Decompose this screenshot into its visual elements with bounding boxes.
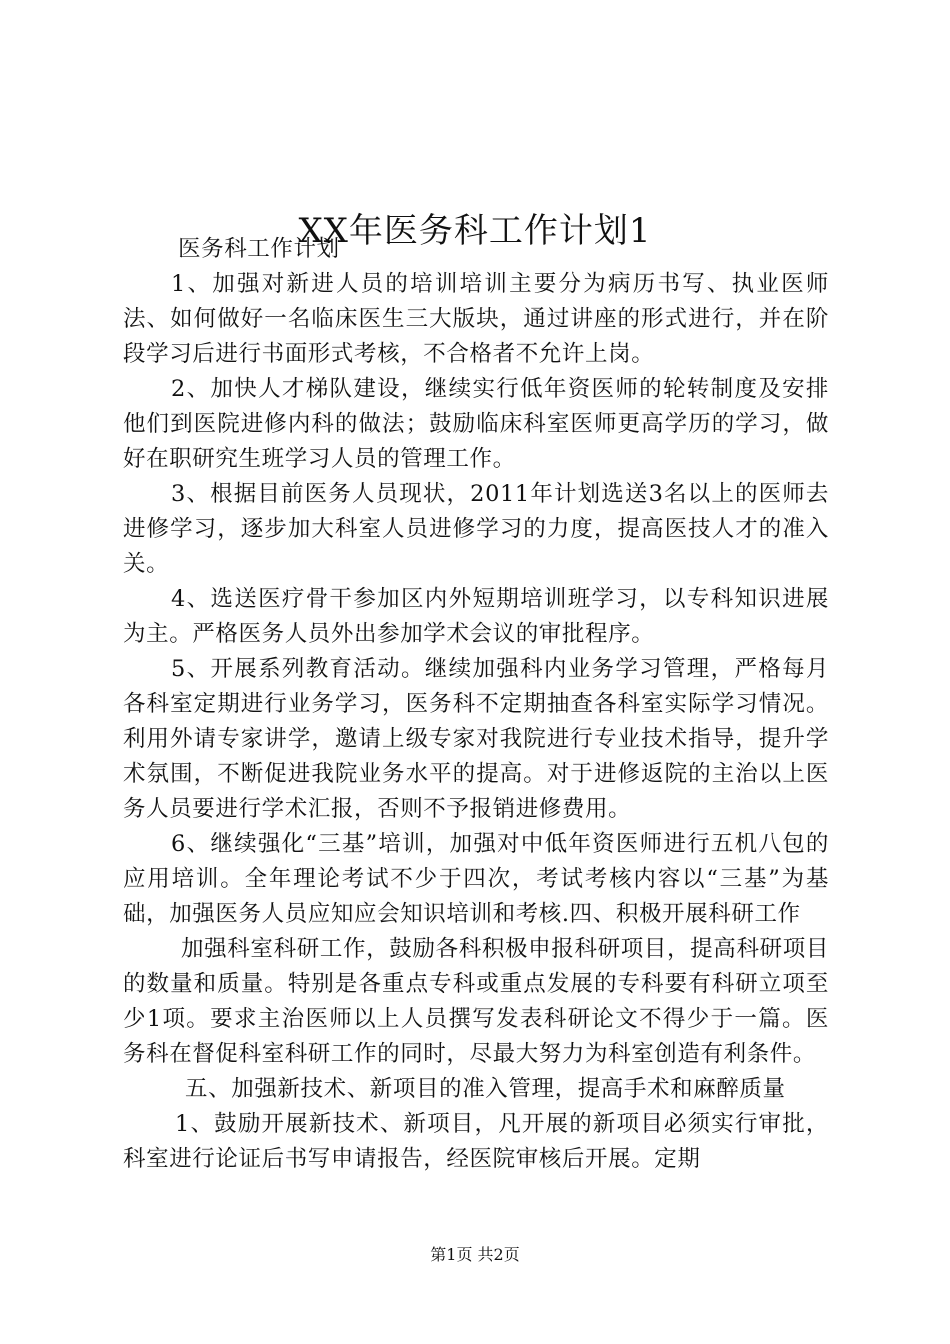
paragraph-item-6: 6、继续强化“三基”培训，加强对中低年资医师进行五机八包的应用培训。全年理论考试不少于四次，考试考核内容以“三基”为基础，加强医务人员应知应会知识培训和考核.四、积极开展科研工作 xyxy=(123,831,829,927)
page-number-footer: 第1页 共2页 xyxy=(430,1245,520,1264)
document-body xyxy=(123,232,829,1177)
section-heading: 医务科工作计划 xyxy=(178,236,340,262)
paragraph-new-tech-1: 1、鼓励开展新技术、新项目，凡开展的新项目必须实行审批，科室进行论证后书写申请报告，经医院审核后开展。定期 xyxy=(123,1111,829,1172)
paragraph-item-2: 2、加快人才梯队建设，继续实行低年资医师的轮转制度及安排他们到医院进修内科的做法；鼓励临床科室医师更高学历的学习，做好在职研究生班学习人员的管理工作。 xyxy=(123,376,829,472)
paragraph-item-4: 4、选送医疗骨干参加区内外短期培训班学习，以专科知识进展为主。严格医务人员外出参加学术会议的审批程序。 xyxy=(123,586,829,647)
section-heading-five: 五、加强新技术、新项目的准入管理，提高手术和麻醉质量 xyxy=(185,1076,786,1102)
paragraph-item-3: 3、根据目前医务人员现状，2011年计划选送3名以上的医师去进修学习，逐步加大科室人员进修学习的力度，提高医技人才的准入关。 xyxy=(123,481,829,577)
paragraph-item-5: 5、开展系列教育活动。继续加强科内业务学习管理，严格每月各科室定期进行业务学习，医务科不定期抽查各科室实际学习情况。利用外请专家讲学，邀请上级专家对我院进行专业技术指导，提升学术氛围，不断促进我院业务水平的提高。对于进修返院的主治以上医务人员要进行学术汇报，否则不予报销进修费用。 xyxy=(123,656,829,822)
paragraph-item-1: 1、加强对新进人员的培训培训主要分为病历书写、执业医师法、如何做好一名临床医生三大版块，通过讲座的形式进行，并在阶段学习后进行书面形式考核，不合格者不允许上岗。 xyxy=(123,271,829,367)
document-title: XX年医务科工作计划1 xyxy=(298,210,652,251)
paragraph-research: 加强科室科研工作，鼓励各科积极申报科研项目，提高科研项目的数量和质量。特别是各重点专科或重点发展的专科要有科研立项至少1项。要求主治医师以上人员撰写发表科研论文不得少于一篇。医务科在督促科室科研工作的同时，尽最大努力为科室创造有利条件。 xyxy=(123,936,829,1067)
